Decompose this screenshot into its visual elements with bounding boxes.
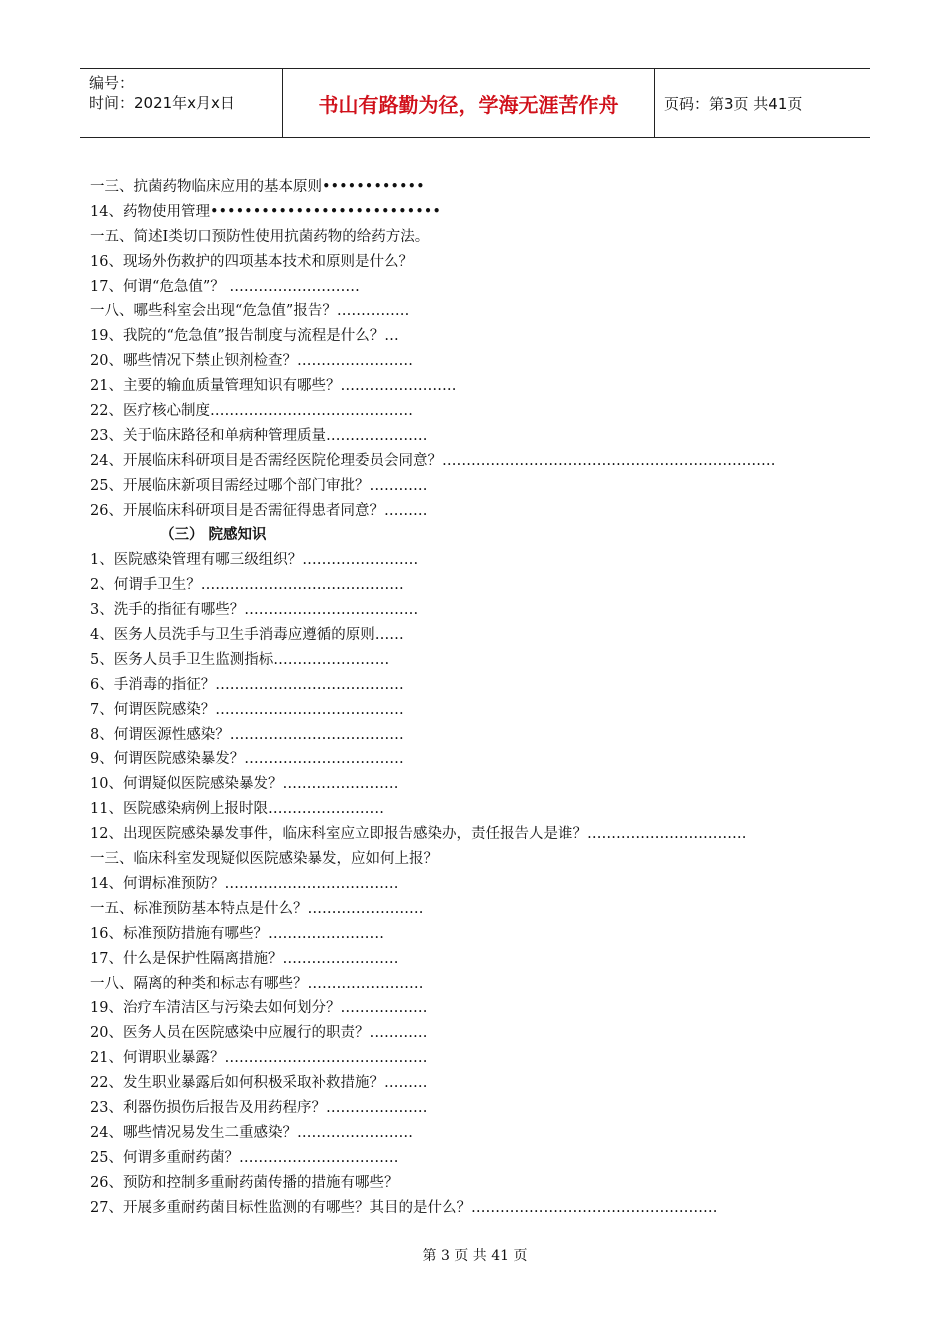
page-footer: 第 3 页 共 41 页	[422, 1248, 528, 1264]
page-header	[80, 68, 870, 138]
list-item: 一八、哪些科室会出现“危急值”报告？……………	[90, 303, 410, 320]
list-item: 10、何谓疑似医院感染暴发？……………………	[90, 776, 399, 793]
list-item: 11、医院感染病例上报时限……………………	[90, 801, 384, 818]
list-item: 一五、简述Ⅰ类切口预防性使用抗菌药物的给药方法。	[90, 228, 430, 245]
list-item: 19、我院的“危急值”报告制度与流程是什么？…	[90, 328, 399, 345]
list-item: 16、现场外伤救护的四项基本技术和原则是什么？	[90, 253, 413, 270]
list-item: 一五、标准预防基本特点是什么？……………………	[90, 900, 424, 917]
list-item: 5、医务人员手卫生监测指标……………………	[90, 651, 390, 668]
header-motto: 书山有路勤为径，学海无涯苦作舟	[283, 69, 655, 137]
list-item: 20、医务人员在医院感染中应履行的职责？…………	[90, 1025, 428, 1042]
list-item: 2、何谓手卫生？……………………………………	[90, 577, 404, 594]
list-item: 24、哪些情况易发生二重感染？……………………	[90, 1124, 413, 1141]
list-item: 17、何谓“危急值”？ ………………………	[90, 278, 360, 295]
list-item: 22、发生职业暴露后如何积极采取补救措施？………	[90, 1075, 428, 1092]
header-page-number: 页码：第3页 共41页	[664, 94, 803, 113]
list-item: 16、标准预防措施有哪些？……………………	[90, 925, 384, 942]
document-date-label: 时间：2021年x月x日	[89, 94, 235, 112]
list-item: 26、预防和控制多重耐药菌传播的措施有哪些？	[90, 1174, 399, 1191]
list-item: 3、洗手的指征有哪些？………………………………	[90, 602, 419, 619]
list-item: 20、哪些情况下禁止钡剂检查？……………………	[90, 353, 413, 370]
header-meta	[80, 69, 283, 137]
list-item: 14、何谓标准预防？………………………………	[90, 875, 399, 892]
section-heading: （三） 院感知识	[160, 527, 267, 544]
list-item: 14、药物使用管理•••••••••••••••••••••••••••	[90, 203, 441, 220]
list-item: 12、出现医院感染暴发事件，临床科室应立即报告感染办，责任报告人是谁？……………………………	[90, 826, 747, 843]
list-item: 25、何谓多重耐药菌？……………………………	[90, 1149, 399, 1166]
list-item: 一三、临床科室发现疑似医院感染暴发，应如何上报？	[90, 851, 438, 868]
list-item: 17、什么是保护性隔离措施？……………………	[90, 950, 399, 967]
question-list	[90, 175, 870, 1220]
list-item: 26、开展临床科研项目是否需征得患者同意？………	[90, 502, 428, 519]
list-item: 19、治疗车清洁区与污染去如何划分？………………	[90, 1000, 428, 1017]
list-item: 23、关于临床路径和单病种管理质量…………………	[90, 427, 428, 444]
list-item: 7、何谓医院感染？…………………………………	[90, 701, 404, 718]
list-item: 8、何谓医源性感染？………………………………	[90, 726, 404, 743]
list-item: 21、主要的输血质量管理知识有哪些？……………………	[90, 378, 457, 395]
list-item: 6、手消毒的指征？…………………………………	[90, 676, 404, 693]
document-number-label: 编号：	[89, 74, 135, 92]
list-item: 23、利器伤损伤后报告及用药程序？…………………	[90, 1099, 428, 1116]
list-item: 27、开展多重耐药菌目标性监测的有哪些？其目的是什么？……………………………………………	[90, 1199, 718, 1216]
list-item: 21、何谓职业暴露？……………………………………	[90, 1050, 428, 1067]
list-item: 一八、隔离的种类和标志有哪些？……………………	[90, 975, 424, 992]
list-item: 一三、抗菌药物临床应用的基本原则••••••••••••	[90, 179, 425, 195]
list-item: 24、开展临床科研项目是否需经医院伦理委员会同意？……………………………………………………………	[90, 452, 776, 469]
list-item: 4、医务人员洗手与卫生手消毒应遵循的原则……	[90, 627, 404, 644]
list-item: 9、何谓医院感染暴发？……………………………	[90, 751, 404, 768]
list-item: 25、开展临床新项目需经过哪个部门审批？…………	[90, 477, 428, 494]
list-item: 1、医院感染管理有哪三级组织？……………………	[90, 552, 419, 569]
list-item: 22、医疗核心制度……………………………………	[90, 403, 413, 420]
